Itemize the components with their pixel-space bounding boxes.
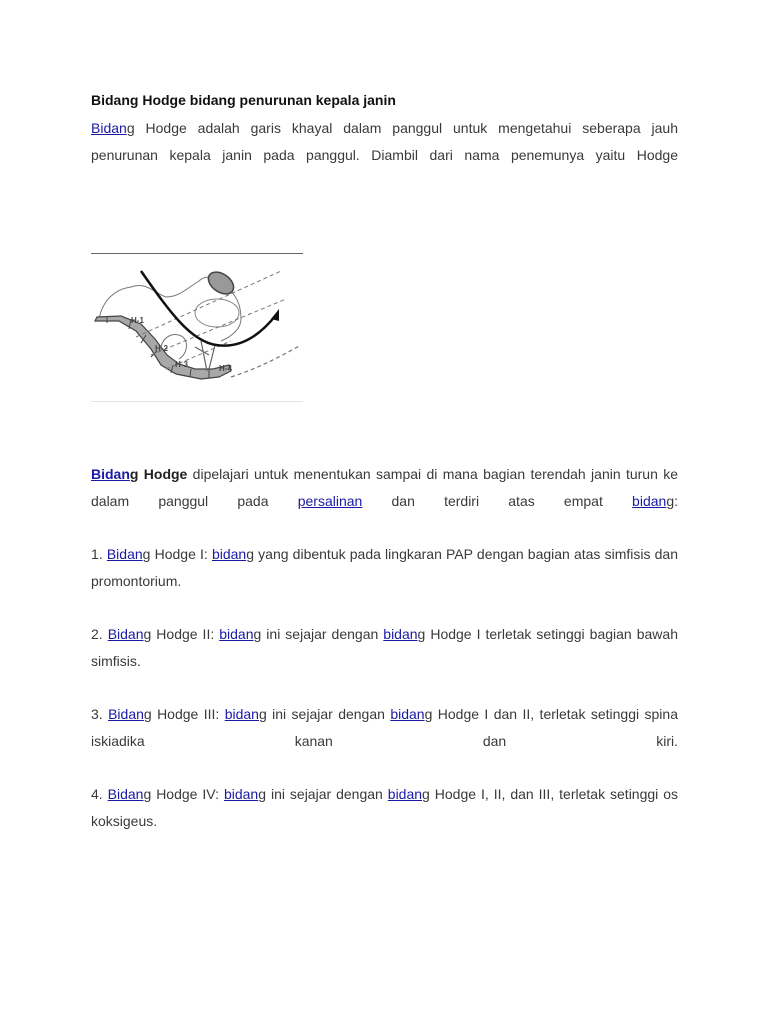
intro-text-1: g Hodge adalah garis khayal dalam panggul untuk mengetahui seberapa jauh [126, 120, 678, 136]
summary-text-2: dan terdiri atas empat [362, 493, 633, 509]
link-bidang[interactable]: bidan [224, 706, 259, 722]
pelvis-diagram-icon [91, 259, 303, 401]
item-text: g yang dibentuk pada lingkaran PAP dengan bagian atas simfisis dan promontorium. [91, 546, 678, 589]
item-text: g ini sejajar dengan [258, 786, 388, 802]
link-bidang[interactable]: Bidan [108, 706, 144, 722]
item-text: g Hodge I: [142, 546, 212, 562]
item-text: g Hodge I terletak setinggi bagian bawah simfisis. [91, 626, 678, 669]
link-bidang[interactable]: bidan [390, 706, 425, 722]
link-bidang-bold[interactable]: Bidan [91, 466, 130, 482]
hodge-planes-figure [91, 253, 303, 403]
list-item-hodge-3 [91, 701, 678, 755]
page-title: Bidang Hodge bidang penurunan kepala janin [91, 92, 396, 108]
item-text: g ini sejajar dengan [258, 706, 391, 722]
item-number: 3. [91, 706, 109, 722]
label-h3: H-3 [175, 360, 188, 369]
link-bidang[interactable]: bidan [632, 493, 667, 509]
figure-bottom-divider [91, 401, 303, 402]
item-text: g Hodge II: [143, 626, 220, 642]
link-bidang[interactable]: bidan [219, 626, 254, 642]
list-item-hodge-4 [91, 781, 678, 835]
link-bidang[interactable]: Bidan [91, 120, 127, 136]
item-number: 2. [91, 626, 108, 642]
summary-bold: g Hodge [129, 466, 188, 482]
link-persalinan[interactable]: persalinan [297, 493, 363, 509]
item-text: g Hodge IV: [143, 786, 224, 802]
summary-text-3: g: [666, 493, 678, 509]
summary-text-1: dipelajari untuk menentukan sampai di mana bagian terendah janin turun ke dalam panggul pada [91, 466, 678, 509]
label-h1: H-1 [131, 316, 144, 325]
item-text: g Hodge I, II, dan III, terletak setinggi os koksigeus. [91, 786, 679, 829]
intro-text-2: penurunan kepala janin pada panggul. Diambil dari nama penemunya yaitu Hodge [91, 147, 678, 163]
item-text: g Hodge I dan II, terletak setinggi spina iskiadika kanan dan kiri. [91, 706, 678, 749]
link-bidang[interactable]: Bidan [107, 626, 144, 642]
list-item-hodge-2 [91, 621, 678, 675]
intro-paragraph [91, 115, 678, 169]
item-text: g ini sejajar dengan [253, 626, 384, 642]
item-number: 1. [91, 546, 107, 562]
label-h4: H-4 [219, 364, 232, 373]
link-bidang[interactable]: bidan [223, 786, 259, 802]
link-bidang[interactable]: Bidan [106, 546, 143, 562]
label-h2: H-2 [155, 344, 168, 353]
figure-divider [91, 253, 303, 254]
item-number: 4. [91, 786, 108, 802]
summary-paragraph [91, 461, 678, 515]
link-bidang[interactable]: Bidan [107, 786, 144, 802]
link-bidang[interactable]: bidan [383, 626, 418, 642]
item-text: g Hodge III: [143, 706, 225, 722]
list-item-hodge-1 [91, 541, 678, 595]
link-bidang[interactable]: bidan [387, 786, 423, 802]
link-bidang[interactable]: bidan [211, 546, 247, 562]
